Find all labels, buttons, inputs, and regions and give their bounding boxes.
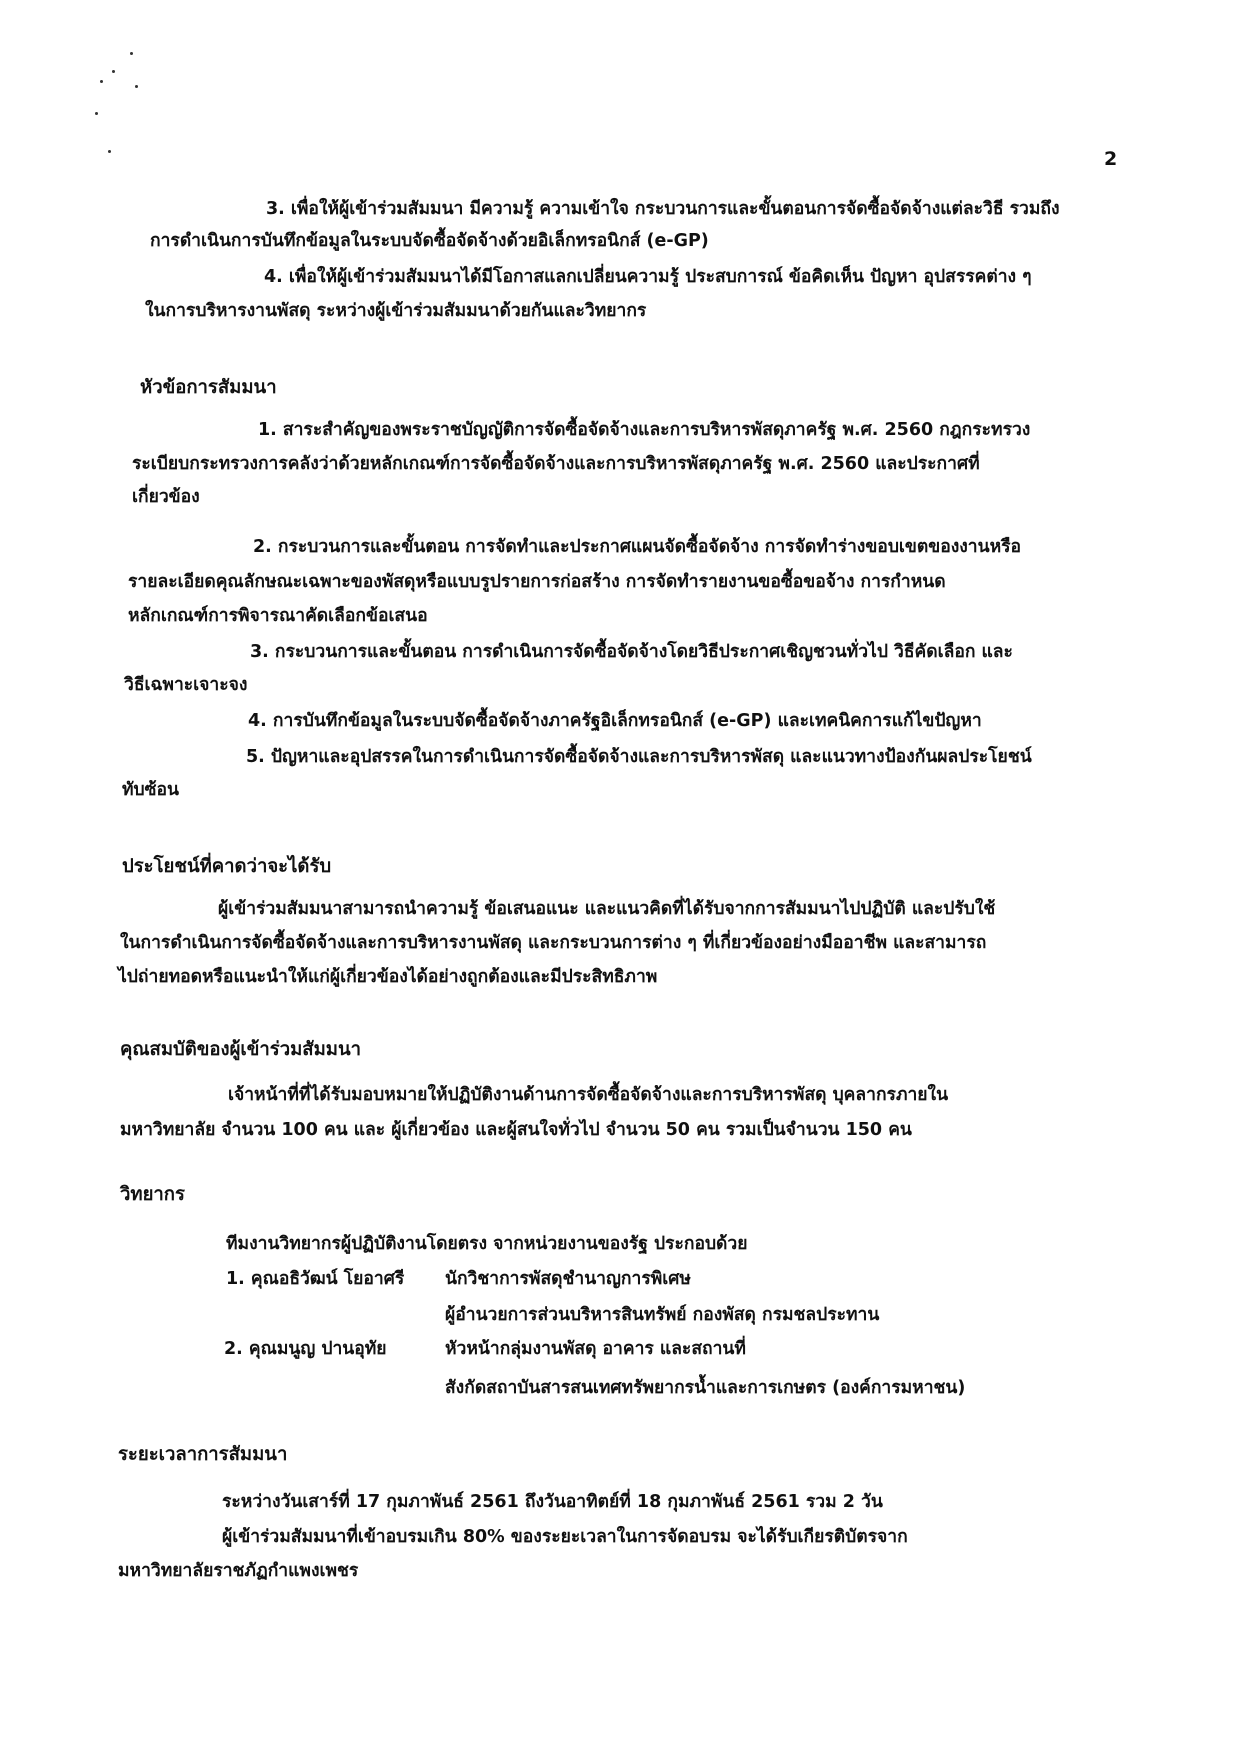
scan-speck	[95, 112, 98, 115]
qualifications-line-1: เจ้าหน้าที่ที่ได้รับมอบหมายให้ปฏิบัติงานด้านการจัดซื้อจัดจ้างและการบริหารพัสดุ บุคลากรภายใน	[228, 1085, 949, 1105]
qualifications-heading: คุณสมบัติของผู้เข้าร่วมสัมมนา	[120, 1039, 362, 1060]
benefits-heading: ประโยชน์ที่คาดว่าจะได้รับ	[122, 856, 332, 877]
topic-5-line-2: ทับซ้อน	[122, 780, 179, 800]
qualifications-line-2: มหาวิทยาลัย จำนวน 100 คน และ ผู้เกี่ยวข้อง และผู้สนใจทั่วไป จำนวน 50 คน รวมเป็นจำนวน 150 คน	[120, 1120, 912, 1140]
page-number: 2	[1104, 148, 1118, 170]
topic-4-line-1: 4. การบันทึกข้อมูลในระบบจัดซื้อจัดจ้างภาครัฐอิเล็กทรอนิกส์ (e-GP) และเทคนิคการแก้ไขปัญหา	[248, 711, 982, 731]
topic-1-line-3: เกี่ยวข้อง	[132, 487, 200, 507]
topic-3-line-2: วิธีเฉพาะเจาะจง	[124, 675, 248, 695]
scan-speck	[130, 52, 133, 55]
topic-5-line-1: 5. ปัญหาและอุปสรรคในการดำเนินการจัดซื้อจัดจ้างและการบริหารพัสดุ และแนวทางป้องกันผลประโยชน์	[246, 747, 1032, 767]
scan-speck	[112, 70, 115, 73]
duration-line-1: ระหว่างวันเสาร์ที่ 17 กุมภาพันธ์ 2561 ถึงวันอาทิตย์ที่ 18 กุมภาพันธ์ 2561 รวม 2 วัน	[222, 1492, 883, 1512]
objective-3-line-2: การดำเนินการบันทึกข้อมูลในระบบจัดซื้อจัดจ้างด้วยอิเล็กทรอนิกส์ (e-GP)	[150, 231, 709, 251]
objective-3-line-1: 3. เพื่อให้ผู้เข้าร่วมสัมมนา มีความรู้ ความเข้าใจ กระบวนการและขั้นตอนการจัดซื้อจัดจ้างแต่ละวิธี รวมถึง	[266, 199, 1060, 219]
speaker-2-role-1: หัวหน้ากลุ่มงานพัสดุ อาคาร และสถานที่	[445, 1339, 746, 1359]
scan-speck	[135, 85, 138, 88]
objective-4-line-2: ในการบริหารงานพัสดุ ระหว่างผู้เข้าร่วมสัมมนาด้วยกันและวิทยากร	[145, 301, 647, 321]
benefits-line-3: ไปถ่ายทอดหรือแนะนำให้แก่ผู้เกี่ยวข้องได้อย่างถูกต้องและมีประสิทธิภาพ	[118, 967, 658, 987]
topic-2-line-2: รายละเอียดคุณลักษณะเฉพาะของพัสดุหรือแบบรูปรายการก่อสร้าง การจัดทำรายงานขอซื้อขอจ้าง การกำหนด	[128, 572, 946, 592]
topic-1-line-1: 1. สาระสำคัญของพระราชบัญญัติการจัดซื้อจัดจ้างและการบริหารพัสดุภาครัฐ พ.ศ. 2560 กฎกระทรวง	[258, 420, 1031, 440]
duration-line-3: มหาวิทยาลัยราชภัฏกำแพงเพชร	[118, 1561, 359, 1581]
speaker-1-name: 1. คุณอธิวัฒน์ โยอาศรี	[226, 1269, 405, 1289]
topic-2-line-3: หลักเกณฑ์การพิจารณาคัดเลือกข้อเสนอ	[128, 606, 428, 626]
speaker-1-role-2: ผู้อำนวยการส่วนบริหารสินทรัพย์ กองพัสดุ กรมชลประทาน	[445, 1305, 880, 1325]
speakers-heading: วิทยากร	[120, 1184, 185, 1205]
objective-4-line-1: 4. เพื่อให้ผู้เข้าร่วมสัมมนาได้มีโอกาสแลกเปลี่ยนความรู้ ประสบการณ์ ข้อคิดเห็น ปัญหา อุปสรรคต่าง ๆ	[264, 267, 1032, 287]
topic-1-line-2: ระเบียบกระทรวงการคลังว่าด้วยหลักเกณฑ์การจัดซื้อจัดจ้างและการบริหารพัสดุภาครัฐ พ.ศ. 2560 และประกาศที่	[132, 454, 980, 474]
topics-heading: หัวข้อการสัมมนา	[140, 377, 277, 398]
scan-speck	[100, 80, 103, 83]
speaker-1-role-1: นักวิชาการพัสดุชำนาญการพิเศษ	[445, 1269, 691, 1289]
speakers-intro: ทีมงานวิทยากรผู้ปฏิบัติงานโดยตรง จากหน่วยงานของรัฐ ประกอบด้วย	[226, 1234, 748, 1254]
benefits-line-1: ผู้เข้าร่วมสัมมนาสามารถนำความรู้ ข้อเสนอแนะ และแนวคิดที่ได้รับจากการสัมมนาไปปฏิบัติ และปรับใช้	[218, 899, 996, 919]
benefits-line-2: ในการดำเนินการจัดซื้อจัดจ้างและการบริหารงานพัสดุ และกระบวนการต่าง ๆ ที่เกี่ยวข้องอย่างมืออาชีพ และสามารถ	[120, 933, 987, 953]
speaker-2-role-2: สังกัดสถาบันสารสนเทศทรัพยากรน้ำและการเกษตร (องค์การมหาชน)	[445, 1378, 966, 1398]
duration-line-2: ผู้เข้าร่วมสัมมนาที่เข้าอบรมเกิน 80% ของระยะเวลาในการจัดอบรม จะได้รับเกียรติบัตรจาก	[222, 1527, 908, 1547]
duration-heading: ระยะเวลาการสัมมนา	[118, 1444, 288, 1465]
scan-speck	[108, 150, 111, 153]
topic-2-line-1: 2. กระบวนการและขั้นตอน การจัดทำและประกาศแผนจัดซื้อจัดจ้าง การจัดทำร่างขอบเขตของงานหรือ	[253, 537, 1022, 557]
speaker-2-name: 2. คุณมนูญ ปานอุทัย	[224, 1339, 387, 1359]
topic-3-line-1: 3. กระบวนการและขั้นตอน การดำเนินการจัดซื้อจัดจ้างโดยวิธีประกาศเชิญชวนทั่วไป วิธีคัดเลือก และ	[250, 642, 1013, 662]
